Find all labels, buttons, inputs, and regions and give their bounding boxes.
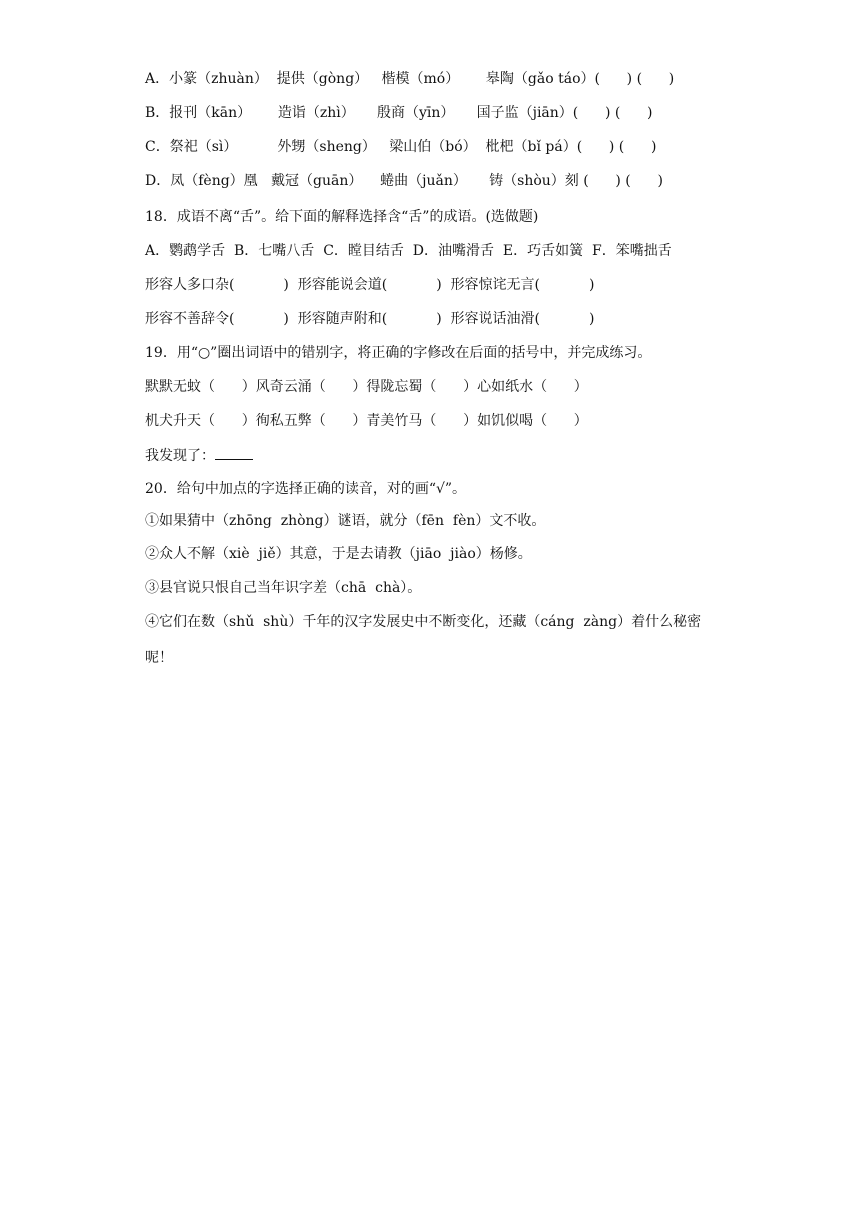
q20-item-3: ③县官说只恨自己当年识字差（chā chà）。 — [145, 580, 422, 596]
q17-option-a: A．小篆（zhuàn） 提供（gòng） 楷模（mó） 皋陶（gǎo táo）( ) ( ) — [145, 71, 675, 87]
q18-row-2: 形容不善辞令( ) 形容随声附和( ) 形容说话油滑( ) — [145, 311, 595, 327]
q19-found-label: 我发现了： — [145, 448, 215, 464]
q19-row-1: 默默无蚊（ ）风奇云涌（ ）得陇忘蜀（ ）心如纸水（ ） — [145, 379, 588, 395]
q20-title: 20．给句中加点的字选择正确的读音，对的画“√”。 — [145, 481, 467, 497]
q18-title: 18．成语不离“舌”。给下面的解释选择含“舌”的成语。(选做题) — [145, 209, 539, 225]
answer-blank — [215, 445, 253, 460]
q17-option-b: B．报刊（kān） 造诣（zhì） 殷商（yīn） 国子监（jiān）( ) ( ) — [145, 105, 653, 121]
q20-item-1: ①如果猜中（zhōng zhòng）谜语，就分（fēn fèn）文不收。 — [145, 513, 546, 529]
q19-found-line — [145, 445, 765, 466]
q19-title: 19．用“○”圈出词语中的错别字，将正确的字修改在后面的括号中，并完成练习。 — [145, 345, 652, 361]
q18-options: A．鹦鹉学舌 B．七嘴八舌 C．瞠目结舌 D．油嘴滑舌 E．巧舌如簧 F．笨嘴拙舌 — [145, 243, 672, 259]
q18-row-1: 形容人多口杂( ) 形容能说会道( ) 形容惊诧无言( ) — [145, 277, 595, 293]
q19-row-2: 机犬升天（ ）徇私五弊（ ）青美竹马（ ）如饥似喝（ ） — [145, 413, 588, 429]
q17-option-d: D．凤（fèng）凰 戴冠（guān） 蜷曲（juǎn） 铸（shòu）刻 ( ) ( ) — [145, 173, 663, 189]
q20-item-4-continuation: 呢！ — [145, 650, 173, 666]
q20-item-4: ④它们在数（shǔ shù）千年的汉字发展史中不断变化，还藏（cáng zàng）着什么秘密 — [145, 614, 702, 630]
q17-option-c: C．祭祀（sì） 外甥（sheng） 梁山伯（bó） 枇杷（bǐ pá）( ) ( ) — [145, 139, 657, 155]
q20-item-2: ②众人不解（xiè jiě）其意，于是去请教（jiāo jiào）杨修。 — [145, 546, 532, 562]
